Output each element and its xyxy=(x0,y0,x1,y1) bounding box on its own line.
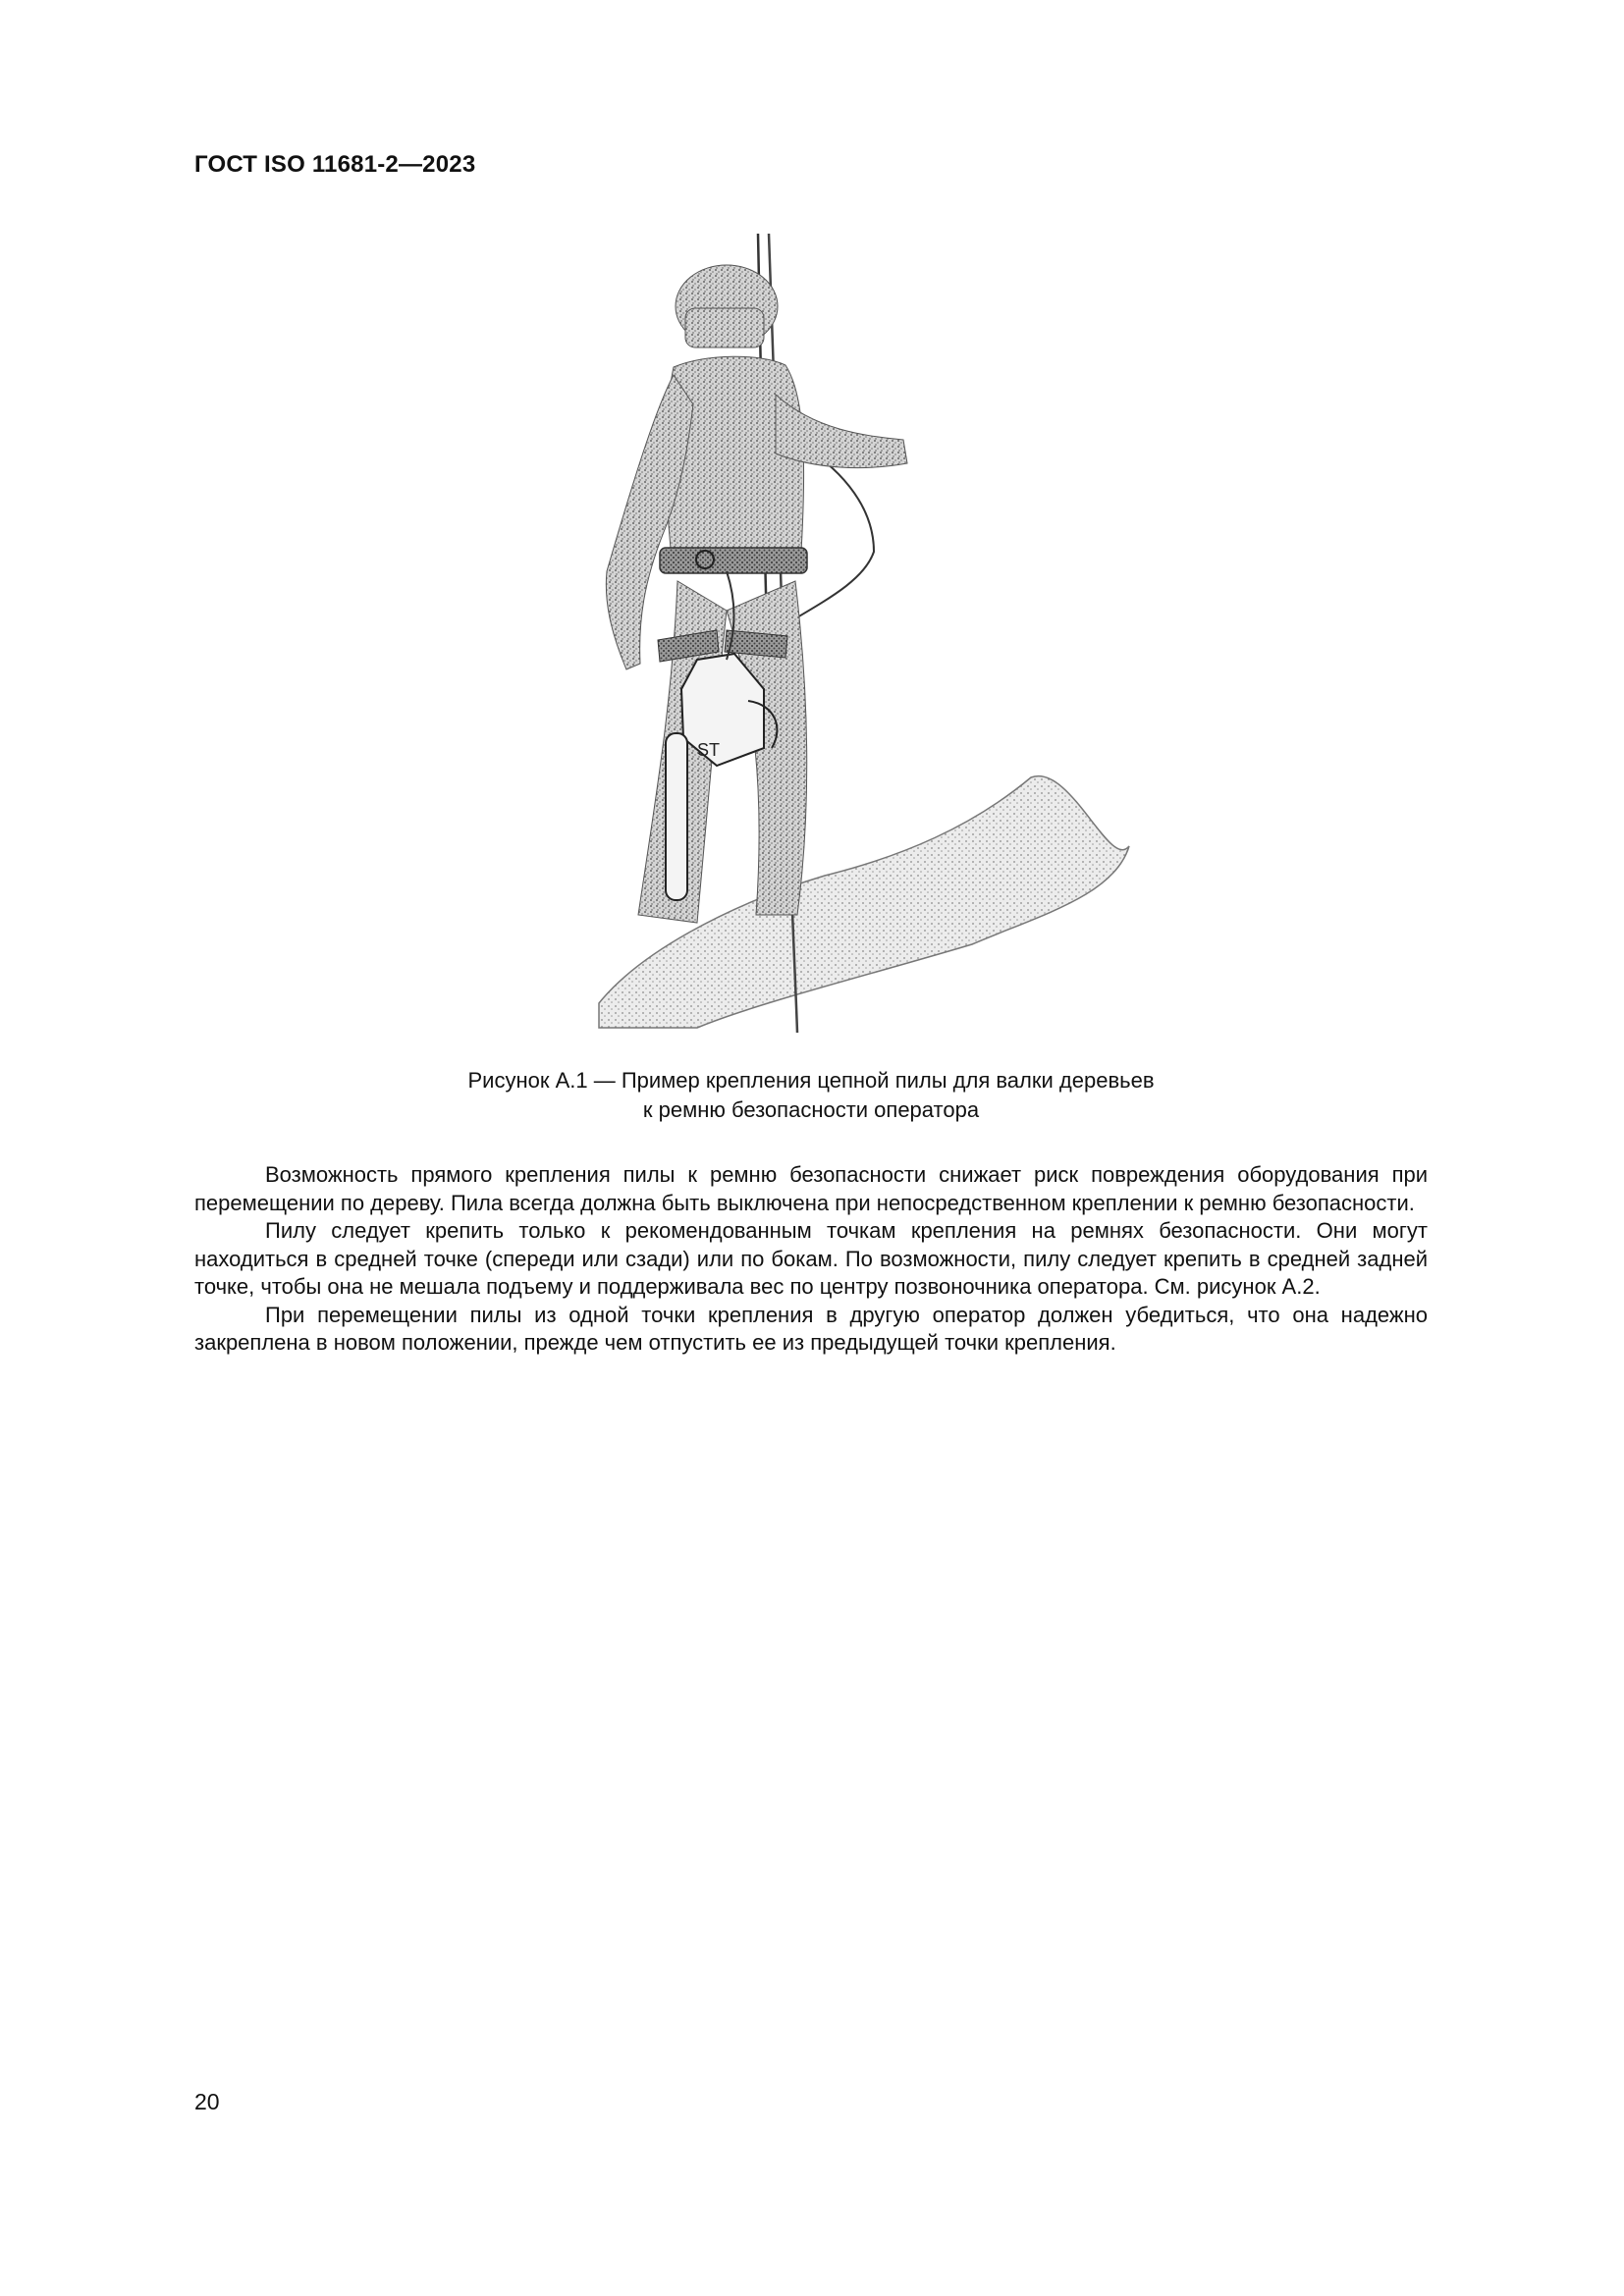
body-text xyxy=(194,1161,1428,1358)
caption-line-2: к ремню безопасности оператора xyxy=(642,1097,980,1122)
figure-caption xyxy=(194,1066,1428,1125)
paragraph: При перемещении пилы из одной точки крепления в другую оператор должен убедиться, что она надежно закреплена в новом положении, прежде чем отпустить ее из предыдущей точки крепления. xyxy=(194,1302,1428,1355)
torso xyxy=(665,356,803,560)
page-number: 20 xyxy=(194,2089,220,2114)
figure-chainsaw-harness xyxy=(579,228,1149,1033)
chainsaw-marking: ST xyxy=(697,740,721,760)
caption-line-1: Рисунок А.1 — Пример крепления цепной пилы для валки деревьев xyxy=(467,1068,1155,1093)
paragraph: Возможность прямого крепления пилы к ремню безопасности снижает риск повреждения оборудования при перемещении по дереву. Пила всегда должна быть выключена при непосредственном креплении к ремню безопасности. xyxy=(194,1162,1428,1215)
harness-belt xyxy=(660,548,807,573)
paragraph: Пилу следует крепить только к рекомендованным точкам крепления на ремнях безопасности. Они могут находиться в средней точке (спереди или сзади) или по бокам. По возможности, пилу следует крепить в средней задней точке, чтобы она не мешала подъему и поддерживала вес по центру позвоночника оператора. См. рисунок А.2. xyxy=(194,1218,1428,1299)
document-header: ГОСТ ISO 11681-2—2023 xyxy=(194,151,476,178)
chainsaw-bar xyxy=(666,733,687,900)
